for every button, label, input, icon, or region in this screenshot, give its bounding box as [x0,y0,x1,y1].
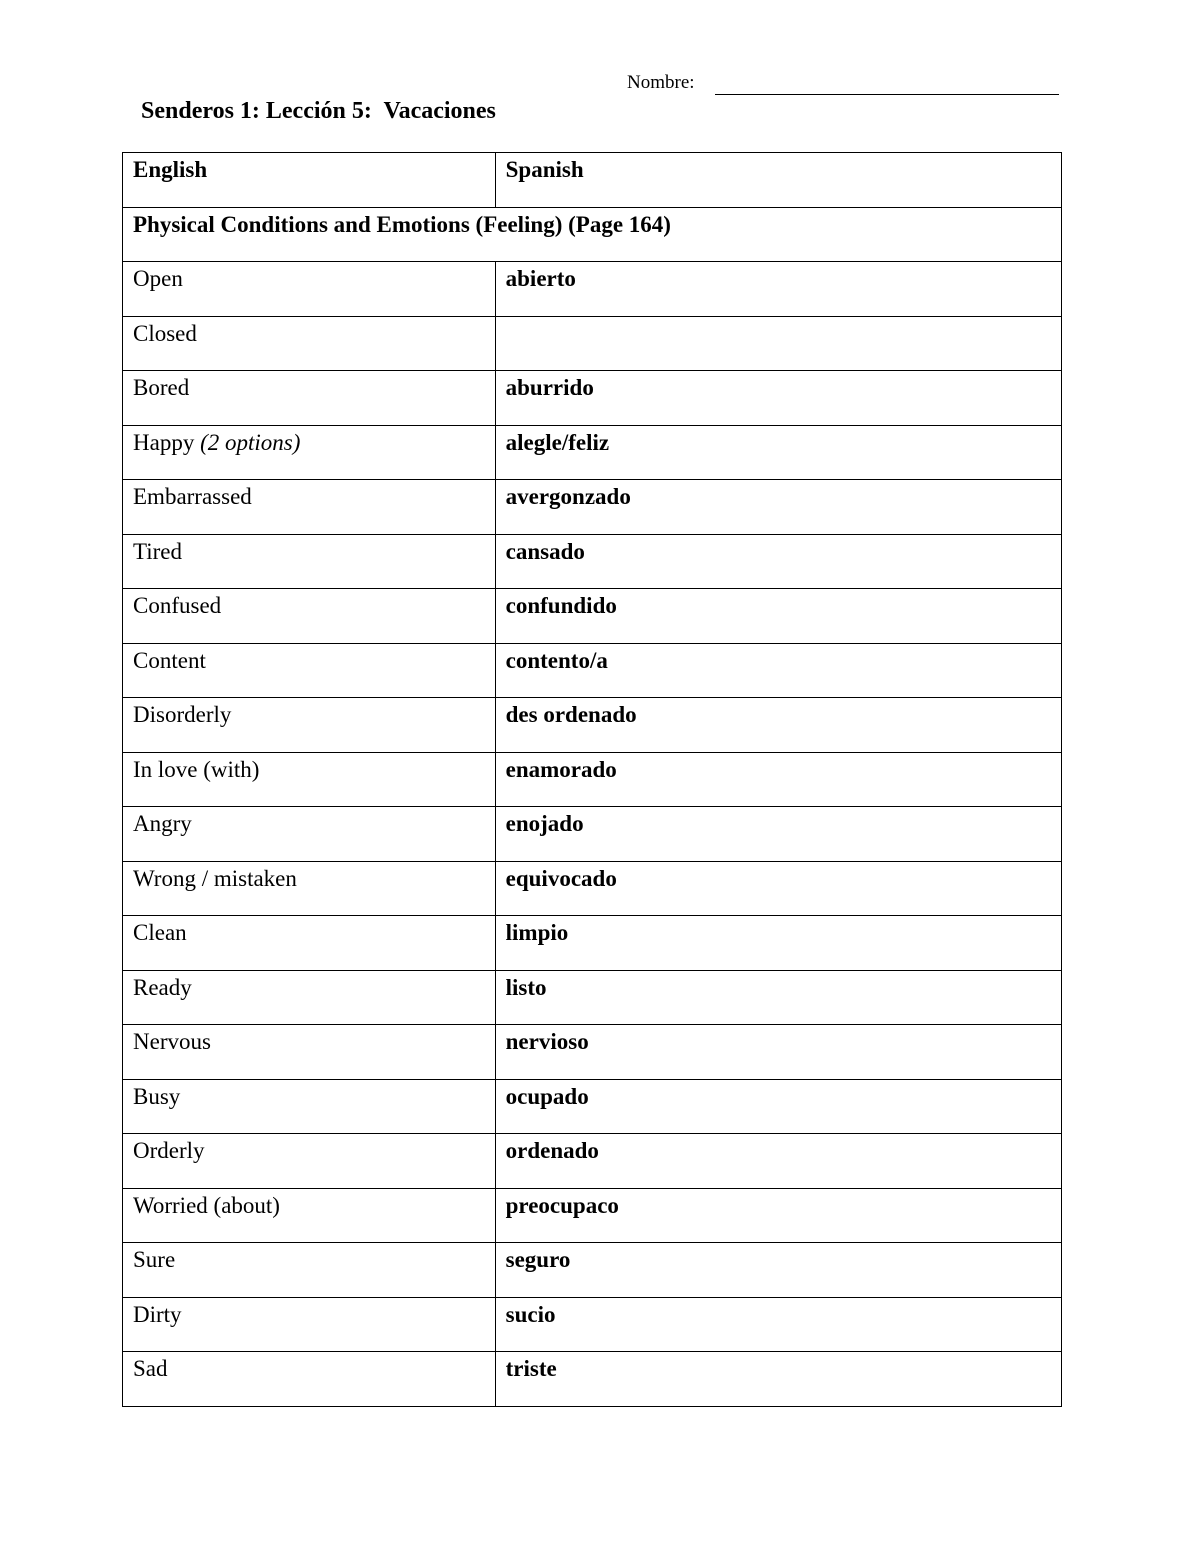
english-word: Sad [133,1356,168,1381]
table-row [123,262,1062,317]
spanish-cell: alegle/feliz [495,425,1061,480]
table-row [123,534,1062,589]
english-cell [123,643,496,698]
table-row [123,1079,1062,1134]
spanish-cell: preocupaco [495,1188,1061,1243]
english-cell [123,262,496,317]
english-cell [123,1352,496,1407]
spanish-cell: equivocado [495,861,1061,916]
english-word: Sure [133,1247,176,1272]
table-row [123,371,1062,426]
english-word: Open [133,266,183,291]
spanish-cell: ordenado [495,1134,1061,1189]
english-cell [123,916,496,971]
spanish-cell: confundido [495,589,1061,644]
table-row [123,1297,1062,1352]
english-cell [123,970,496,1025]
english-cell [123,861,496,916]
english-cell [123,698,496,753]
english-cell [123,1079,496,1134]
table-header-row [123,153,1062,208]
spanish-cell: des ordenado [495,698,1061,753]
table-row [123,698,1062,753]
section-header-row [123,207,1062,262]
english-word: Worried (about) [133,1192,280,1218]
table-row [123,425,1062,480]
table-row [123,1243,1062,1298]
table-row [123,1025,1062,1080]
english-word: Orderly [133,1138,205,1163]
section-title: Physical Conditions and Emotions (Feeling) (Page 164) [123,207,1062,262]
english-word: Tired [133,538,182,564]
spanish-cell: avergonzado [495,480,1061,535]
spanish-cell: abierto [495,262,1061,317]
english-word: Closed [133,320,197,346]
english-cell [123,1134,496,1189]
english-word: Embarrassed [133,484,252,509]
english-cell [123,480,496,535]
page-title: Senderos 1: Lección 5: Vacaciones [141,98,496,124]
table-row [123,916,1062,971]
column-header-spanish: Spanish [495,153,1061,208]
english-word: Wrong / mistaken [133,865,297,891]
english-note: (2 options) [200,429,301,455]
spanish-cell: sucio [495,1297,1061,1352]
spanish-cell: aburrido [495,371,1061,426]
english-word: In love (with) [133,756,260,782]
english-cell [123,1297,496,1352]
spanish-cell: cansado [495,534,1061,589]
english-cell [123,1243,496,1298]
column-header-english: English [123,153,496,208]
english-word: Clean [133,920,187,945]
spanish-cell: enamorado [495,752,1061,807]
english-cell [123,371,496,426]
table-row [123,861,1062,916]
english-cell [123,752,496,807]
table-row [123,480,1062,535]
english-word: Ready [133,974,192,1000]
english-word: Content [133,647,206,673]
english-cell [123,316,496,371]
english-word: Busy [133,1083,181,1109]
english-cell [123,589,496,644]
spanish-cell: limpio [495,916,1061,971]
english-cell [123,807,496,862]
vocabulary-table [122,152,1062,1407]
english-word: Happy [133,429,195,455]
table-row [123,1134,1062,1189]
english-cell [123,425,496,480]
spanish-cell [495,316,1061,371]
english-cell [123,1188,496,1243]
table-row [123,752,1062,807]
english-cell [123,1025,496,1080]
table-row [123,807,1062,862]
english-word: Nervous [133,1029,211,1054]
english-word: Angry [133,811,192,836]
spanish-cell: listo [495,970,1061,1025]
english-word: Dirty [133,1301,182,1327]
name-field[interactable] [627,72,1059,98]
table-row [123,1352,1062,1407]
table-row [123,316,1062,371]
spanish-cell: enojado [495,807,1061,862]
english-word: Bored [133,375,190,400]
english-word: Disorderly [133,702,232,727]
spanish-cell: triste [495,1352,1061,1407]
table-row [123,970,1062,1025]
table-row [123,589,1062,644]
spanish-cell: contento/a [495,643,1061,698]
spanish-cell: seguro [495,1243,1061,1298]
table-row [123,1188,1062,1243]
spanish-cell: nervioso [495,1025,1061,1080]
spanish-cell: ocupado [495,1079,1061,1134]
table-row [123,643,1062,698]
name-blank-line[interactable] [715,94,1059,95]
english-cell [123,534,496,589]
name-label: Nombre: [627,72,695,93]
english-word: Confused [133,593,222,618]
